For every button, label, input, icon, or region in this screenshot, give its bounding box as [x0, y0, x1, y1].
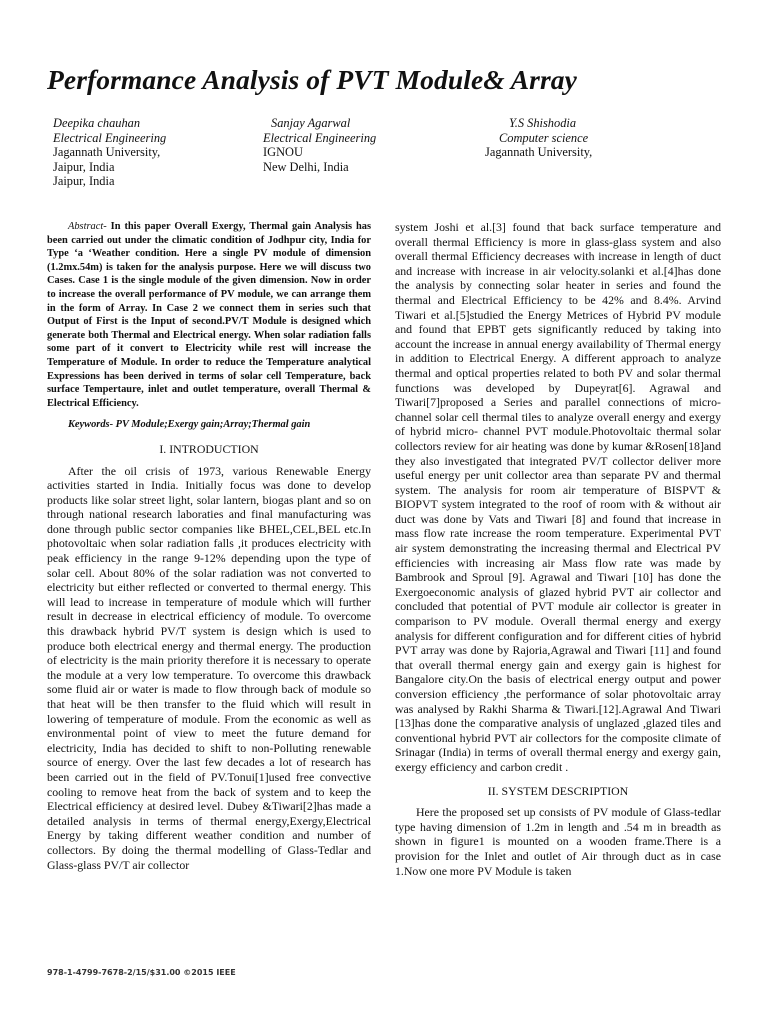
introduction-paragraph: After the oil crisis of 1973, various Renewable Energy activities started in India. Initially focus was done to develop products like solar street light, solar lantern, biogas plant and so on through national research laboraties and final manufacturing was done through public sector companies like BHEL,CEL,BEL etc.In photovoltaic when solar radiation falls ,it produces electricity with peak efficiency in the range 9-12% depending upon the type of solar cell. About 80% of the solar radiation was not converted to electricity but either reflected or converted to thermal energy. This will lead to increase in temperature of module which will further result in decrease in electrical efficiency of module. To overcome this drawback hybrid PV/T system is design which is used to produce both electrical energy and thermal energy. The production of electricity is the main priority therefore it is necessary to operate the module at a very low temperature. To overcome this drawback some fluid air or water is made to flow through back of module so that heat will be then transfer to the fluid which will result in lowering of temperature of module. From the economic as well as environmental point of view to meet the future demand for electricity, India has decided to shift to non-Polluting renewable source of energy. Over the last few decades a lot of research has been carried out in the field of PV.Tonui[1]used free convective cooling to remove heat from the back of system and to keep the Electrical efficiency at desired level. Dubey &Tiwari[2]has made a detailed analysis in terms of thermal energy,Exergy,Electrical Energy by taking different weather condition and number of collectors. By doing the thermal modelling of Glass-Tedlar and Glass-glass PV/T air collector: [47, 463, 371, 872]
author-department: Computer science: [499, 130, 589, 145]
author-affiliation: Jaipur, India: [53, 174, 115, 188]
abstract: [47, 220, 371, 410]
section-heading-introduction: I. INTRODUCTION: [159, 441, 259, 456]
author-affiliation: IGNOU: [263, 145, 303, 159]
left-column: [47, 220, 371, 872]
abstract-lead: Abstract-: [68, 221, 107, 232]
introduction-continued: system Joshi et al.[3] found that back surface temperature and overall thermal Efficiency is more in glass-glass system and also overall thermal Efficiency decreases with increase in length of duct and increase with increase in air velocity.solanki et al.[4]has done the analysis by connecting solar heater in series and found the thermal and Electrical Efficiency to be 42% and 8.4%. Arvind Tiwari et al.[5]studied the Energy Metrices of Hybrid PV module and found that EPBT gets significantly reduced by taking into account the increase in annual energy availability of Thermal energy in addition to Electrical Energy. A different approach to analyze thermal and optical properties related to both PV and solar thermal functions was developed by Dupeyrat[6]. Agrawal and Tiwari[7]proposed a Series and parallel connections of micro-channel solar cell thermal tiles to analyze overall energy and exergy of hybrid micro- channel PVT module.Photovoltaic thermal solar collectors review for air heating was done by kumar &Rosen[18]and they also investigated that integrated PV/T collector deliver more useful energy per unit collector area than separate PV and thermal system. The analysis for room air temperature of BISPVT & BIOPVT system integrated to the roof of room with & without air duct was done by Vats and Tiwari [8] and found that increase in mass flow rate increase the room temperature. Experimental PVT air system demonstrating the increasing thermal and Electrical PV efficiencies with increasing air Mass flow rate was made by Bambrook and Sproul [9]. Agrawal and Tiwari [10] has done the Exergoeconomic analysis of glazed hybrid PVT air collector and concluded that potential of PVT module air collector is greater in comparison to PV module. Overall thermal energy and exergy analysis for different configuration and for different cities of hybrid PVT array was done by Rajoria,Agrawal and Tiwari [11] and found that overall thermal energy gain and exergy gain is highest for Bangalore city.On the basis of electrical energy output and power conversion efficiency ,the performance of solar photovoltaic array was analysed by Rakhi Sharma & Tiwari.[12].Agrawal And Tiwari [13]has done the comparative analysis of unglazed ,glazed tiles and conventional hybrid PVT air collectors for the composite climate of Srinagar (India) in terms of overall thermal energy and exergy gain, exergy efficiency and carbon credit .: [395, 220, 721, 774]
author-name: Y.S Shishodia: [509, 116, 577, 130]
author-affiliation: New Delhi, India: [263, 159, 349, 174]
copyright-footer: 978-1-4799-7678-2/15/$31.00 ©2015 IEEE: [47, 968, 236, 977]
section-heading-system-description: II. SYSTEM DESCRIPTION: [487, 783, 629, 798]
author-affiliation: Jagannath University,: [53, 145, 161, 159]
author-name: Sanjay Agarwal: [271, 116, 351, 130]
author-department: Electrical Engineering: [263, 130, 377, 145]
right-column: [395, 220, 721, 878]
author-department: Electrical Engineering: [53, 130, 167, 145]
system-description-paragraph: Here the proposed set up consists of PV module of Glass-tedlar type having dimension of 1.2m in length and .54 m in breadth as shown in figure1 is mounted on a wooden frame.There is a provision for the Inlet and outlet of Air through duct as in case 1.Now one more PV Module is taken: [395, 805, 721, 878]
author-affiliation: Jagannath University,: [485, 145, 593, 159]
abstract-text: In this paper Overall Exergy, Thermal gain Analysis has been carried out under the climatic condition of Jodhpur city, India for Type ‘a ‘Weather condition. Here a single PV module of dimension (1.2mx.54m) is taken for the analysis purpose. Here we will discuss two Cases. Case 1 is the single module of the given dimension. Now in order to increase the overall performance of PV module, we can arrange them in the form of Array. In Case 2 we connect them in series such that Output of First is the Input of second.PV/T Module is designed which generate both Thermal and Electrical energy. When solar radiation falls some part of it convert to Electricity while rest will increase the Temperature of Module. In order to reduce the Temperature analytical Expressions has been derived in terms of solar cell Temperature, back surface Tempertaure, inlet and outlet temperature, overall Thermal & Electrical Efficiency.: [47, 221, 371, 409]
author-block-1: [53, 116, 166, 189]
author-name: Deepika chauhan: [53, 116, 141, 130]
paper-title: Performance Analysis of PVT Module& Array: [47, 64, 577, 95]
keywords: Keywords- PV Module;Exergy gain;Array;Thermal gain: [68, 419, 311, 431]
author-block-2: [263, 116, 376, 174]
author-affiliation: Jaipur, India: [53, 159, 115, 174]
author-block-3: [485, 116, 592, 160]
